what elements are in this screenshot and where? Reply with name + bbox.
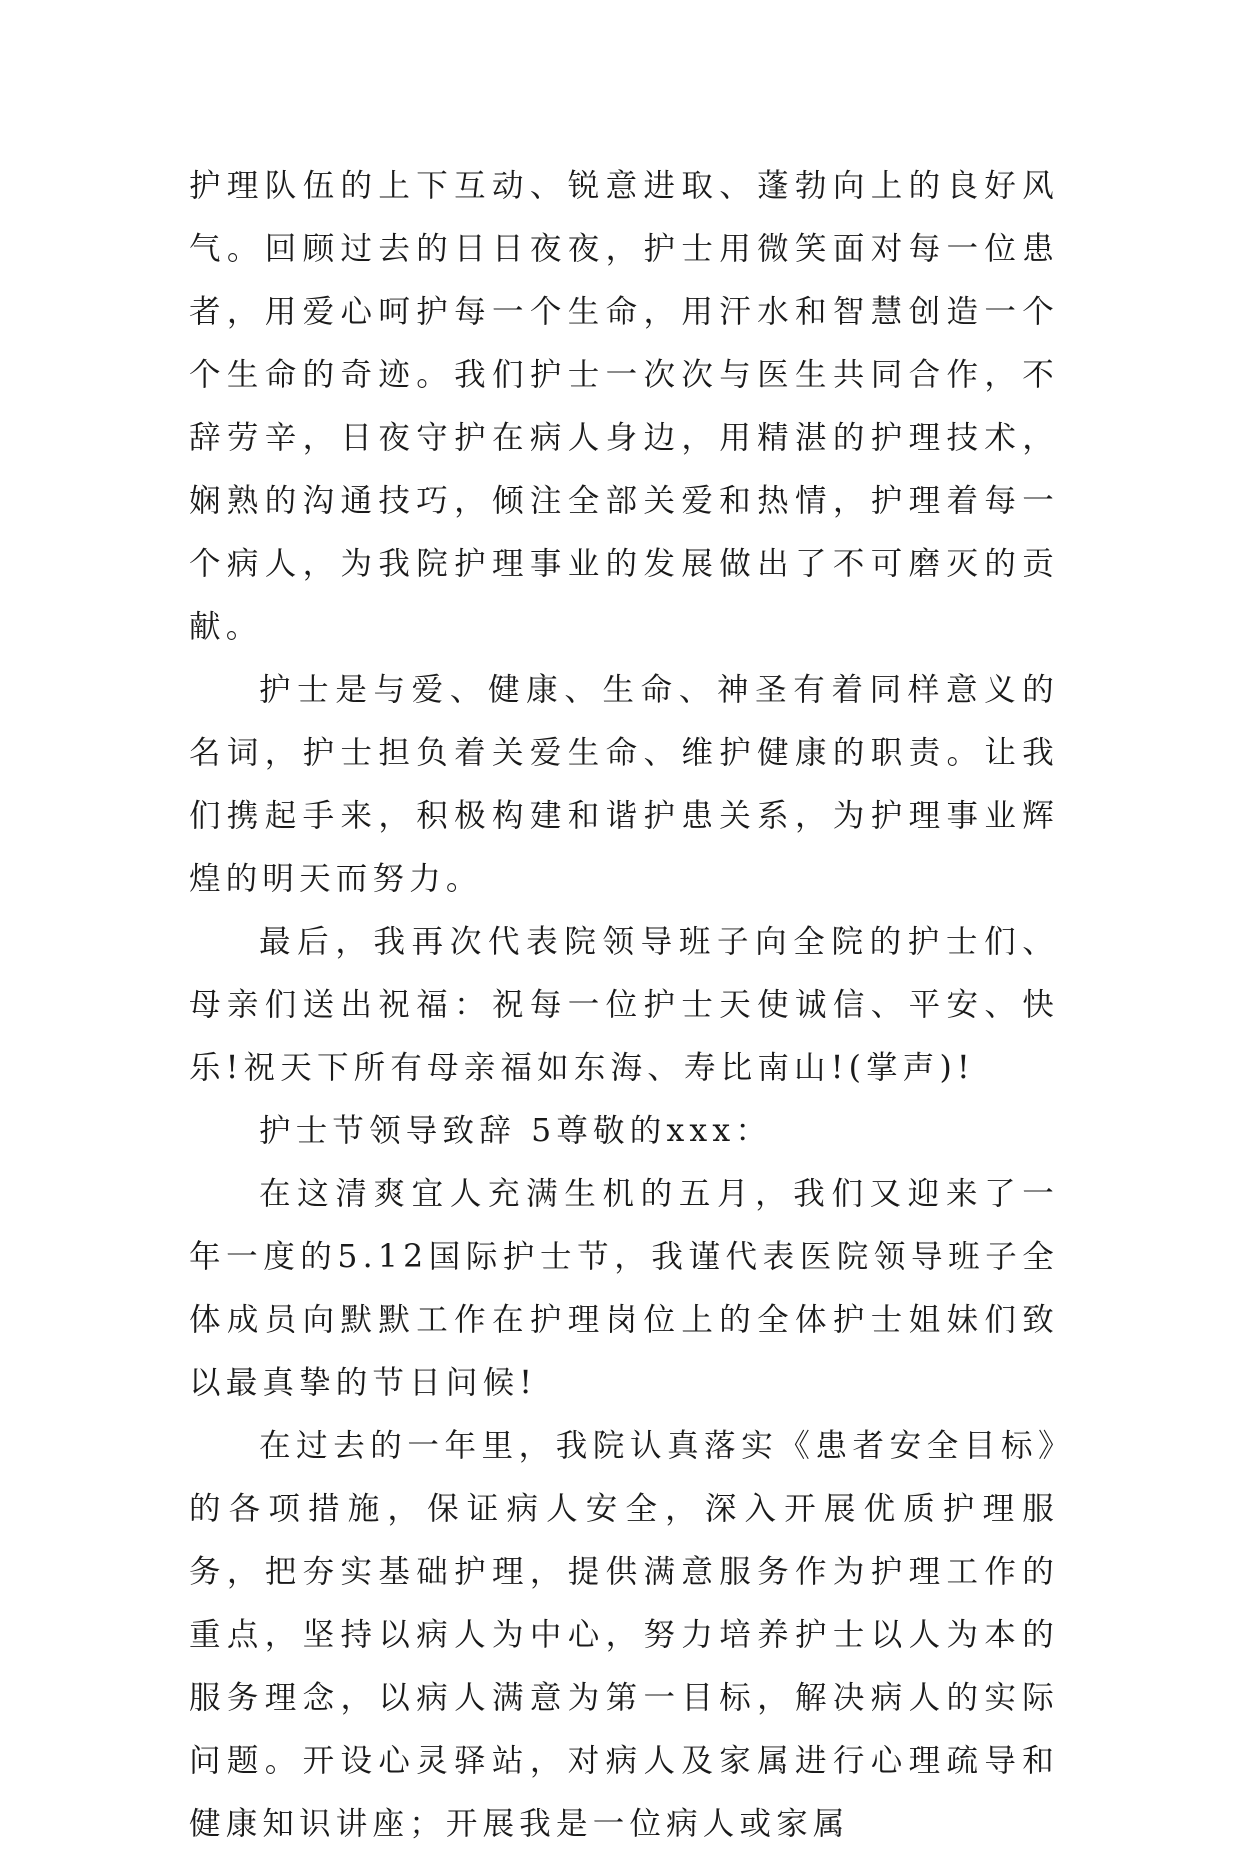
paragraph-6: 在过去的一年里，我院认真落实《患者安全目标》的各项措施，保证病人安全，深入开展优质护理服务，把夯实基础护理，提供满意服务作为护理工作的重点，坚持以病人为中心，努力培养护士以人为本的服务理念，以病人满意为第一目标，解决病人的实际问题。开设心灵驿站，对病人及家属进行心理疏导和健康知识讲座；开展我是一位病人或家属 [189,1428,1059,1842]
paragraph-4-heading: 护士节领导致辞 5尊敬的xxx： [259,1113,773,1149]
paragraph-1: 护理队伍的上下互动、锐意进取、蓬勃向上的良好风气。回顾过去的日日夜夜，护士用微笑面对每一位患者，用爱心呵护每一个生命，用汗水和智慧创造一个个生命的奇迹。我们护士一次次与医生共同合作，不辞劳辛，日夜守护在病人身边，用精湛的护理技术，娴熟的沟通技巧，倾注全部关爱和热情，护理着每一个病人，为我院护理事业的发展做出了不可磨灭的贡献。 [189,168,1059,645]
document-body [189,155,1059,1856]
paragraph-3: 最后，我再次代表院领导班子向全院的护士们、母亲们送出祝福：祝每一位护士天使诚信、平安、快乐!祝天下所有母亲福如东海、寿比南山!(掌声)! [189,924,1059,1086]
paragraph-5: 在这清爽宜人充满生机的五月，我们又迎来了一年一度的5.12国际护士节，我谨代表医院领导班子全体成员向默默工作在护理岗位上的全体护士姐妹们致以最真挚的节日问候! [189,1176,1059,1401]
paragraph-2: 护士是与爱、健康、生命、神圣有着同样意义的名词，护士担负着关爱生命、维护健康的职责。让我们携起手来，积极构建和谐护患关系，为护理事业辉煌的明天而努力。 [189,672,1059,897]
